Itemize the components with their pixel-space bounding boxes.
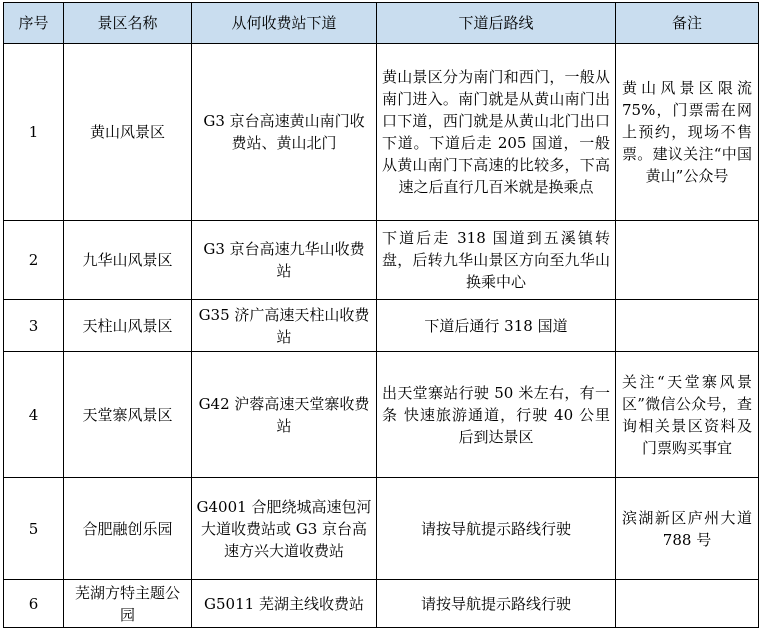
row-index: 4	[4, 352, 64, 478]
row-route: 请按导航提示路线行驶	[377, 580, 616, 628]
table-row	[4, 300, 759, 352]
row-note	[616, 580, 759, 628]
row-index: 6	[4, 580, 64, 628]
row-name: 天柱山风景区	[64, 300, 192, 352]
row-exit: G35 济广高速天柱山收费站	[192, 300, 377, 352]
row-name: 合肥融创乐园	[64, 478, 192, 580]
row-route: 黄山景区分为南门和西门，一般从南门进入。南门就是从黄山南门出口下道，西门就是从黄山北门出口下道。下道后走 205 国道，一般从黄山南门下高速的比较多，下高速之后直行几百米就是换乘点	[377, 44, 616, 221]
row-exit: G3 京台高速黄山南门收费站、黄山北门	[192, 44, 377, 221]
row-route: 下道后走 318 国道到五溪镇转盘，后转九华山景区方向至九华山换乘中心	[377, 221, 616, 300]
row-exit: G3 京台高速九华山收费站	[192, 221, 377, 300]
table-row	[4, 44, 759, 221]
row-note	[616, 300, 759, 352]
row-exit: G4001 合肥绕城高速包河大道收费站或 G3 京台高速方兴大道收费站	[192, 478, 377, 580]
header-note: 备注	[616, 3, 759, 44]
header-route: 下道后路线	[377, 3, 616, 44]
table-row	[4, 478, 759, 580]
row-name: 九华山风景区	[64, 221, 192, 300]
row-route: 下道后通行 318 国道	[377, 300, 616, 352]
row-name: 黄山风景区	[64, 44, 192, 221]
scenic-route-table	[3, 2, 759, 628]
header-index: 序号	[4, 3, 64, 44]
row-route: 出天堂寨站行驶 50 米左右，有一条 快速旅游通道，行驶 40 公里后到达景区	[377, 352, 616, 478]
row-note: 黄山风景区限流 75%，门票需在网上预约，现场不售票。建议关注“中国黄山”公众号	[616, 44, 759, 221]
table-row	[4, 580, 759, 628]
table-row	[4, 352, 759, 478]
row-note: 关注“天堂寨风景区”微信公众号，查询相关景区资料及门票购买事宜	[616, 352, 759, 478]
row-name: 芜湖方特主题公园	[64, 580, 192, 628]
table-row	[4, 221, 759, 300]
header-exit: 从何收费站下道	[192, 3, 377, 44]
row-note: 滨湖新区庐州大道 788 号	[616, 478, 759, 580]
row-index: 3	[4, 300, 64, 352]
row-exit: G5011 芜湖主线收费站	[192, 580, 377, 628]
row-index: 2	[4, 221, 64, 300]
header-name: 景区名称	[64, 3, 192, 44]
row-index: 1	[4, 44, 64, 221]
header-row	[4, 3, 759, 44]
row-exit: G42 沪蓉高速天堂寨收费站	[192, 352, 377, 478]
row-route: 请按导航提示路线行驶	[377, 478, 616, 580]
row-note	[616, 221, 759, 300]
row-name: 天堂寨风景区	[64, 352, 192, 478]
row-index: 5	[4, 478, 64, 580]
